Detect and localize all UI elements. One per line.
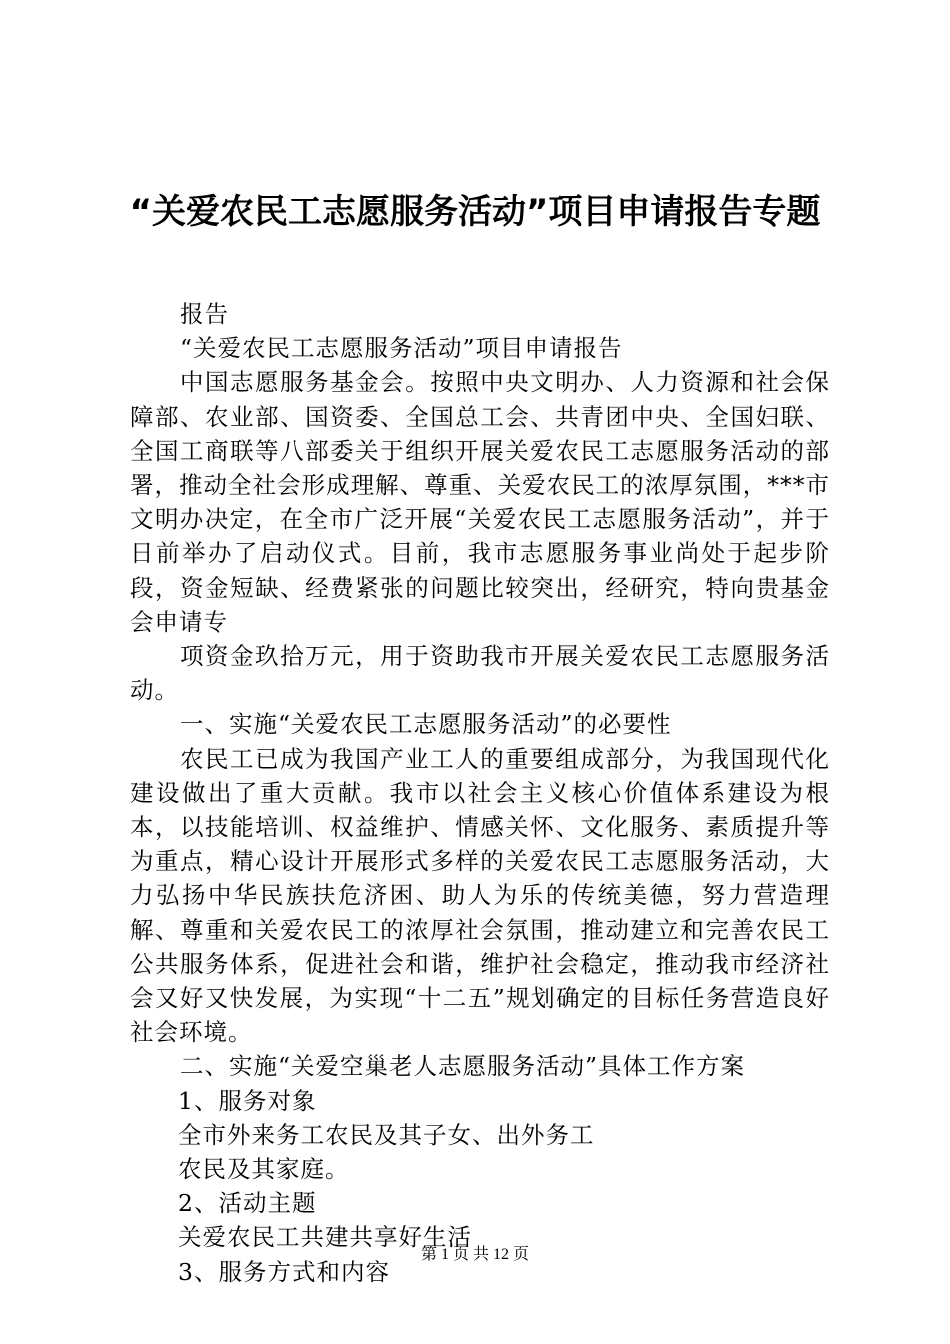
section-heading-necessity: 一、实施“关爱农民工志愿服务活动”的必要性 [180, 710, 672, 739]
paragraph-service-target-cont: 农民及其家庭。 [178, 1155, 350, 1184]
page-number-footer: 第 1 页 共 12 页 [420, 1246, 529, 1263]
document-body [130, 297, 830, 1289]
paragraph-funding-request: 项资金玖拾万元，用于资助我市开展关爱农民工志愿服务活动。 [130, 642, 830, 705]
paragraph-service-target: 全市外来务工农民及其子女、出外务工 [178, 1120, 595, 1149]
subheading-activity-theme: 2、活动主题 [178, 1189, 317, 1218]
subheading-service-methods: 3、服务方式和内容 [178, 1257, 390, 1286]
subheading-service-target: 1、服务对象 [178, 1086, 317, 1115]
paragraph-report-label: 报告 [180, 300, 229, 328]
document-title: “关爱农民工志愿服务活动”项目申请报告专题 [129, 192, 821, 232]
paragraph-introduction: 中国志愿服务基金会。按照中央文明办、人力资源和社会保障部、农业部、国资委、全国总工会、共青团中央、全国妇联、全国工商联等八部委关于组织开展关爱农民工志愿服务活动的部署，推动全社会形成理解、尊重、关爱农民工的浓厚氛围，***市文明办决定，在全市广泛开展“关爱农民工志愿服务活动”，并于日前举办了启动仪式。目前，我市志愿服务事业尚处于起步阶段，资金短缺、经费紧张的问题比较突出，经研究，特向贵基金会申请专 [130, 368, 830, 636]
paragraph-activity-theme: 关爱农民工共建共享好生活 [178, 1223, 472, 1252]
paragraph-report-subtitle: “关爱农民工志愿服务活动”项目申请报告 [180, 334, 623, 363]
section-heading-work-plan: 二、实施“关爱空巢老人志愿服务活动”具体工作方案 [180, 1052, 746, 1081]
paragraph-necessity: 农民工已成为我国产业工人的重要组成部分，为我国现代化建设做出了重大贡献。我市以社会主义核心价值体系建设为根本，以技能培训、权益维护、情感关怀、文化服务、素质提升等为重点，精心设计开展形式多样的关爱农民工志愿服务活动，大力弘扬中华民族扶危济困、助人为乐的传统美德，努力营造理解、尊重和关爱农民工的浓厚社会氛围，推动建立和完善农民工公共服务体系，促进社会和谐，维护社会稳定，推动我市经济社会又好又快发展，为实现“十二五”规划确定的目标任务营造良好社会环境。 [130, 744, 830, 1047]
